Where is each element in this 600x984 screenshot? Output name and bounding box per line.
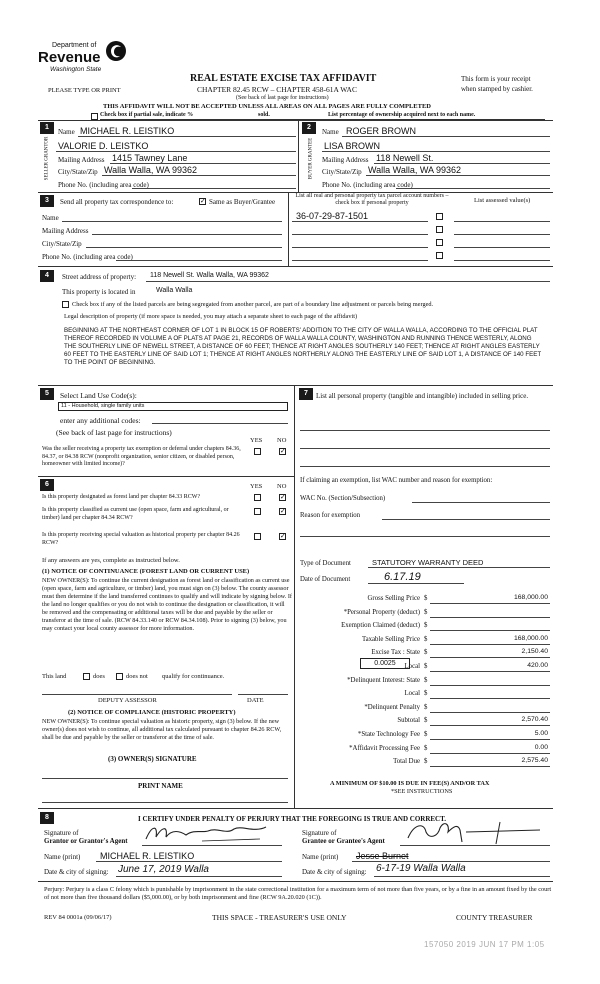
- qualify-label: qualify for continuance.: [162, 673, 225, 680]
- buyer-name-2[interactable]: LISA BROWN: [324, 141, 381, 151]
- money-row-label: Local: [404, 690, 420, 697]
- minimum-due-notice: A MINIMUM OF $10.00 IS DUE IN FEE(S) AND/OR TAX: [330, 780, 490, 787]
- local-rate-value: 0.0025: [374, 660, 396, 667]
- form-title: REAL ESTATE EXCISE TAX AFFIDAVIT: [190, 73, 377, 84]
- section-7-badge: 7: [299, 388, 313, 400]
- legal-desc-label: Legal description of property (if more space is needed, you may attach a separate sheet to each page of the affidavit): [64, 313, 358, 320]
- located-label: This property is located in: [62, 288, 136, 296]
- parcel-1-personal-checkbox[interactable]: [436, 213, 443, 220]
- corr-phone-label: Phone No. (including area code): [42, 253, 133, 261]
- send-correspondence-label: Send all property tax correspondence to:: [60, 198, 174, 206]
- if-yes-instruction: If any answers are yes, complete as instructed below.: [42, 557, 180, 564]
- buyer-name-label: Name: [322, 128, 339, 136]
- same-as-buyer-label: Same as Buyer/Grantee: [209, 198, 276, 206]
- dollar-sign: $: [424, 595, 428, 602]
- grantor-date-label: Date & city of signing:: [44, 868, 109, 876]
- parcel-number[interactable]: 36-07-29-87-1501: [296, 211, 369, 221]
- exemption-no-checkbox[interactable]: ✓: [280, 447, 286, 455]
- money-row-value[interactable]: 420.00: [527, 662, 548, 669]
- continuance-text: NEW OWNER(S): To continue the current designation as forest land or classification as current use (open space, farm and agriculture, or timber) land, you must sign on (3) below. The county assessor must then determine if the land transferred continues to qualify and will indicate by signing below. If the land no longer qualifies or you do not wish to continue the designation or classification, it will be removed and the compensating or additional taxes will be due and payable by the seller or transferor at the time of sale. (RCW 84.33.140 or RCW 84.34.108). Prior to signing (3) below, you may contact your local county assessor for more information.: [42, 577, 292, 632]
- money-row-value[interactable]: 2,575.40: [521, 757, 548, 764]
- current-use-question: Is this property classified as current use (open space, farm and agricultural, or timber) land per chapter 84.34 RCW?: [42, 507, 229, 521]
- county-treasurer-label: COUNTY TREASURER: [456, 913, 533, 922]
- money-row-label: Gross Selling Price: [367, 595, 420, 602]
- dor-logo: [38, 38, 128, 80]
- receipt-line-1: This form is your receipt: [461, 75, 531, 83]
- certify-statement: I CERTIFY UNDER PENALTY OF PERJURY THAT THE FOREGOING IS TRUE AND CORRECT.: [138, 815, 447, 823]
- recording-stamp: 157050 2019 JUN 17 PM 1:05: [424, 940, 545, 949]
- seller-side-label: [39, 136, 51, 181]
- not-accepted-notice: THIS AFFIDAVIT WILL NOT BE ACCEPTED UNLESS ALL AREAS ON ALL PAGES ARE FULLY COMPLETED: [103, 103, 431, 110]
- money-row-label: *Delinquent Interest: State: [347, 677, 420, 684]
- form-number: REV 84 0001a (09/06/17): [44, 914, 112, 921]
- this-land-label: This land: [42, 673, 67, 680]
- section-1-badge: 1: [40, 122, 54, 134]
- treasurer-use-only: THIS SPACE - TREASURER'S USE ONLY: [212, 913, 347, 922]
- see-instructions: *SEE INSTRUCTIONS: [391, 788, 453, 795]
- additional-codes-label: enter any additional codes:: [60, 416, 141, 425]
- local-rate-box[interactable]: [360, 658, 410, 669]
- historic-question: Is this property receiving special valuation as historical property per chapter 84.26 RCW?: [42, 532, 240, 546]
- please-type: PLEASE TYPE OR PRINT: [48, 87, 121, 94]
- money-row-label: Exemption Claimed (deduct): [341, 622, 420, 629]
- logo-line-1: Department of: [52, 42, 97, 49]
- money-row-value[interactable]: 168,000.00: [513, 594, 548, 601]
- logo-line-2: Revenue: [38, 49, 101, 66]
- corr-city-label: City/State/Zip: [42, 240, 82, 248]
- dollar-sign: $: [424, 745, 428, 752]
- money-row-value[interactable]: 168,000.00: [513, 635, 548, 642]
- money-row-value[interactable]: 5.00: [534, 730, 548, 737]
- buyer-city[interactable]: Walla Walla, WA 99362: [368, 165, 462, 175]
- dollar-sign: $: [424, 622, 428, 629]
- print-name-label: PRINT NAME: [138, 782, 183, 790]
- grantee-printed-name[interactable]: Jesse Burnet: [356, 851, 409, 861]
- section-3-badge: 3: [40, 195, 54, 207]
- dollar-sign: $: [424, 704, 428, 711]
- grantor-name-label: Name (print): [44, 853, 81, 861]
- dollar-sign: $: [424, 690, 428, 697]
- dollar-sign: $: [424, 731, 428, 738]
- street-label: Street address of property:: [62, 273, 137, 281]
- wac-label: WAC No. (Section/Subsection): [300, 495, 386, 502]
- see-back-5: (See back of last page for instructions): [56, 428, 172, 437]
- s5-no-header: NO: [277, 437, 287, 444]
- dollar-sign: $: [424, 609, 428, 616]
- seller-address[interactable]: 1415 Tawney Lane: [112, 153, 188, 163]
- seller-city[interactable]: Walla Walla, WA 99362: [104, 165, 198, 175]
- money-row-label: Excise Tax : State: [371, 649, 420, 656]
- sold-label: sold.: [258, 112, 270, 118]
- buyer-side-label: [304, 137, 316, 180]
- deputy-assessor-label: DEPUTY ASSESSOR: [98, 697, 157, 704]
- money-row-label: *State Technology Fee: [357, 731, 420, 738]
- claim-exemption-label: If claiming an exemption, list WAC number and reason for exemption:: [300, 477, 493, 484]
- dollar-sign: $: [424, 663, 428, 670]
- current-use-yes-checkbox[interactable]: [254, 508, 261, 515]
- current-use-no-checkbox[interactable]: ✓: [280, 507, 286, 515]
- land-use-label: Select Land Use Code(s):: [60, 391, 137, 400]
- does-not-label: does not: [126, 673, 148, 680]
- land-use-value: 11 - Household, single family units: [61, 403, 145, 409]
- seller-side-text: SELLER GRANTOR: [44, 136, 50, 181]
- money-row-value[interactable]: 2,150.40: [521, 648, 548, 655]
- buyer-side-text: BUYER GRANTEE: [308, 137, 314, 180]
- s6-yes-header: YES: [250, 483, 263, 490]
- buyer-city-label: City/State/Zip: [322, 168, 362, 176]
- continuance-title: (1) NOTICE OF CONTINUANCE (FOREST LAND OR CURRENT USE): [42, 568, 250, 575]
- money-row-label: *Delinquent Penalty: [364, 704, 420, 711]
- dollar-sign: $: [424, 677, 428, 684]
- does-label: does: [93, 673, 105, 680]
- grantee-agent-label: Grantee or Grantee's Agent: [302, 837, 385, 845]
- legal-description[interactable]: BEGINNING AT THE NORTHEAST CORNER OF LOT 1 IN BLOCK 15 OF ROBERTS' ADDITION TO THE CITY OF WALLA WALLA, ACCORDING TO THE OFFICIAL PLAT THEREOF RECORDED IN VOLUME A OF PLATS AT PAGE 21, RECORDS OF WALLA WALLA COUNTY, WASHINGTON AND RUNNING THENCE WESTERLY, ALONG THE SOUTHERLY LINE OF NEWELL STREET, A DISTANCE OF 60 FEET; THENCE AT RIGHT ANGLES SOUTHERLY 140 FEET; THENCE AT RIGHT ANGLES EASTERLY 60 FEET TO THE EASTERLY LINE OF SAID LOT 1; THENCE AT RIGHT ANGLES NORTHERLY ALONG THE EASTERLY LINE OF SAID LOT 1, A DISTANCE OF 140 FEET TO THE POINT OF BEGINNING.: [64, 327, 542, 366]
- exemption-yes-checkbox[interactable]: [254, 448, 261, 455]
- forest-no-checkbox[interactable]: ✓: [280, 493, 286, 501]
- assessed-header: List assessed value(s): [474, 197, 531, 204]
- seller-name-label: Name: [58, 128, 75, 136]
- grantee-date-city[interactable]: 6-17-19 Walla Walla: [376, 863, 466, 874]
- grantor-printed-name[interactable]: MICHAEL R. LEISTIKO: [100, 851, 195, 861]
- receipt-line-2: when stamped by cashier.: [461, 85, 533, 93]
- seller-addr-label: Mailing Address: [58, 156, 105, 164]
- parcel-2-personal-checkbox[interactable]: [436, 226, 443, 233]
- seller-name-1[interactable]: MICHAEL R. LEISTIKO: [80, 126, 175, 136]
- doc-date-label: Date of Document: [300, 576, 351, 583]
- buyer-name-1[interactable]: ROGER BROWN: [346, 126, 417, 136]
- section-2-badge: 2: [302, 122, 316, 134]
- section-5-badge: 5: [40, 388, 54, 400]
- seller-city-label: City/State/Zip: [58, 168, 98, 176]
- money-row-label: Local: [404, 663, 420, 670]
- s5-yes-header: YES: [250, 437, 263, 444]
- same-as-buyer-checkbox[interactable]: ✓: [200, 197, 206, 205]
- list-pct-label: List percentage of ownership acquired next to each name.: [328, 112, 476, 118]
- doc-date-value[interactable]: 6.17.19: [384, 571, 421, 583]
- buyer-address[interactable]: 118 Newell St.: [376, 153, 434, 163]
- dollar-sign: $: [424, 717, 428, 724]
- historic-no-checkbox[interactable]: ✓: [280, 532, 286, 540]
- parcel-4-personal-checkbox[interactable]: [436, 252, 443, 259]
- grantee-date-label: Date & city of signing:: [302, 868, 367, 876]
- seller-phone-label: Phone No. (including area code): [58, 181, 149, 189]
- money-row-label: Total Due: [393, 758, 420, 765]
- grantor-agent-label: Grantor or Grantor's Agent: [44, 837, 128, 845]
- personal-property-label: List all personal property (tangible and intangible) included in selling price.: [316, 392, 529, 400]
- historic-title: (2) NOTICE OF COMPLIANCE (HISTORIC PROPERTY): [68, 709, 236, 716]
- dollar-sign: $: [424, 758, 428, 765]
- s6-no-header: NO: [277, 483, 287, 490]
- grantor-signature[interactable]: [142, 821, 272, 845]
- grantor-sig-label: Signature of: [44, 829, 79, 837]
- grantee-sig-label: Signature of: [302, 829, 337, 837]
- historic-yes-checkbox[interactable]: [254, 533, 261, 540]
- money-row-value[interactable]: 2,570.40: [521, 716, 548, 723]
- owner-signature-label: (3) OWNER(S) SIGNATURE: [108, 755, 197, 763]
- seller-name-2[interactable]: VALORIE D. LEISTKO: [58, 141, 149, 151]
- historic-text: NEW OWNER(S): To continue special valuation as historic property, sign (3) below. If the new owner(s) does not wish to continue, all additional tax calculated pursuant to chapter 84.26 RCW, shall be due and payable by the seller or transferor at the time of sale.: [42, 718, 282, 741]
- dollar-sign: $: [424, 649, 428, 656]
- doc-type-value[interactable]: STATUTORY WARRANTY DEED: [372, 558, 484, 567]
- dollar-sign: $: [424, 636, 428, 643]
- money-row-value[interactable]: 0.00: [534, 744, 548, 751]
- forest-question: Is this property designated as forest land per chapter 84.33 RCW?: [42, 494, 201, 500]
- land-use-field[interactable]: [58, 402, 288, 411]
- partial-sale-checkbox[interactable]: [91, 113, 98, 120]
- property-street[interactable]: 118 Newell St. Walla Walla, WA 99362: [150, 272, 269, 279]
- grantee-name-label: Name (print): [302, 853, 339, 861]
- buyer-phone-label: Phone No. (including area code): [322, 181, 413, 189]
- parcel-3-personal-checkbox[interactable]: [436, 239, 443, 246]
- grantee-signature[interactable]: [404, 818, 544, 846]
- money-row-label: Taxable Selling Price: [361, 636, 420, 643]
- land-does-not-checkbox[interactable]: [116, 673, 123, 680]
- parcel-header: List all real and personal property tax parcel account numbers – check box if personal property: [295, 193, 449, 206]
- money-row-label: Subtotal: [397, 717, 420, 724]
- buyer-addr-label: Mailing Address: [322, 156, 369, 164]
- exemption-question: Was the seller receiving a property tax exemption or deferral under chapters 84.36, 84.37, or 84.38 RCW (nonprofit organization, senior citizen, or disabled person, homeowner with limited income)?: [42, 446, 241, 467]
- partial-sale-label: Check box if partial sale, indicate %: [100, 112, 194, 118]
- money-row-label: *Affidavit Processing Fee: [349, 745, 420, 752]
- grantor-date-city[interactable]: June 17, 2019 Walla: [118, 864, 209, 875]
- property-county[interactable]: Walla Walla: [156, 287, 193, 294]
- section-8-badge: 8: [40, 812, 54, 824]
- money-row-label: *Personal Property (deduct): [343, 609, 420, 616]
- logo-line-3: Washington State: [50, 66, 102, 73]
- section-6-badge: 6: [40, 479, 54, 491]
- forest-yes-checkbox[interactable]: [254, 494, 261, 501]
- assessor-date-label: DATE: [247, 697, 264, 704]
- doc-type-label: Type of Document: [300, 560, 351, 567]
- see-back-header: (See back of last page for instructions): [236, 95, 329, 101]
- reason-label: Reason for exemption: [300, 512, 361, 519]
- land-does-checkbox[interactable]: [83, 673, 90, 680]
- form-chapter: CHAPTER 82.45 RCW – CHAPTER 458-61A WAC: [197, 85, 357, 94]
- section-4-badge: 4: [40, 270, 54, 282]
- corr-name-label: Name: [42, 214, 59, 222]
- corr-addr-label: Mailing Address: [42, 227, 89, 235]
- segregated-label: Check box if any of the listed parcels are being segregated from another parcel, are part of a boundary line adjustment or parcels being merged.: [72, 301, 434, 308]
- dor-swirl-icon: [104, 38, 128, 64]
- perjury-notice: Perjury: Perjury is a class C felony which is punishable by imprisonment in the state correctional institution for a maximum term of not more than five years, or by a fine in an amount fixed by the court of not more than five thousand dollars ($5,000.00), or by both imprisonment and fine (RCW 9A.20.020 (1C)).: [44, 886, 552, 901]
- segregated-checkbox[interactable]: [62, 301, 69, 308]
